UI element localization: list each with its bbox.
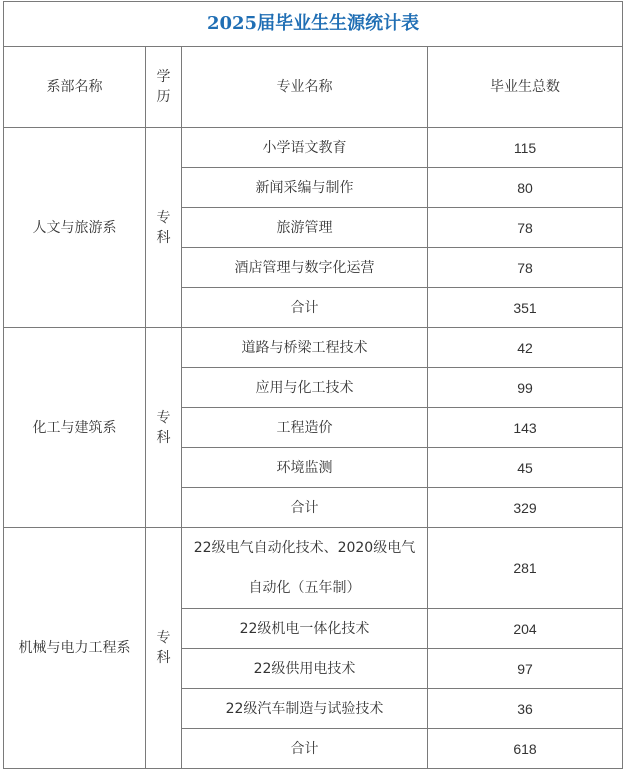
education-char: 专 — [156, 630, 171, 646]
subtotal-count: 351 — [428, 288, 623, 328]
subtotal-label: 合计 — [182, 488, 428, 528]
count-cell: 97 — [428, 649, 623, 689]
count-cell: 281 — [428, 528, 623, 609]
major-cell: 22级供用电技术 — [182, 649, 428, 689]
count-cell: 204 — [428, 609, 623, 649]
count-cell: 45 — [428, 448, 623, 488]
subtotal-label: 合计 — [182, 729, 428, 769]
major-cell: 小学语文教育 — [182, 128, 428, 168]
education-char: 科 — [156, 429, 171, 446]
count-cell: 42 — [428, 328, 623, 368]
major-cell: 22级汽车制造与试验技术 — [182, 689, 428, 729]
table-row — [4, 328, 623, 368]
count-cell: 99 — [428, 368, 623, 408]
header-major: 专业名称 — [182, 47, 428, 128]
education-cell — [146, 128, 182, 328]
major-cell: 新闻采编与制作 — [182, 168, 428, 208]
major-cell: 工程造价 — [182, 408, 428, 448]
major-cell: 环境监测 — [182, 448, 428, 488]
education-cell — [146, 528, 182, 769]
subtotal-label: 合计 — [182, 288, 428, 328]
subtotal-count: 329 — [428, 488, 623, 528]
table-row — [4, 128, 623, 168]
department-cell: 人文与旅游系 — [4, 128, 146, 328]
major-cell: 酒店管理与数字化运营 — [182, 248, 428, 288]
header-department: 系部名称 — [4, 47, 146, 128]
education-char: 科 — [156, 229, 171, 246]
major-cell: 应用与化工技术 — [182, 368, 428, 408]
education-cell — [146, 328, 182, 528]
graduate-source-table — [3, 1, 623, 769]
header-row — [4, 47, 623, 128]
header-education-char: 学 — [156, 69, 171, 85]
education-char: 科 — [156, 650, 171, 666]
table-title: 2025届毕业生生源统计表 — [4, 2, 623, 47]
major-cell: 道路与桥梁工程技术 — [182, 328, 428, 368]
count-cell: 78 — [428, 208, 623, 248]
table-row — [4, 528, 623, 609]
subtotal-count: 618 — [428, 729, 623, 769]
count-cell: 115 — [428, 128, 623, 168]
count-cell: 80 — [428, 168, 623, 208]
major-cell: 旅游管理 — [182, 208, 428, 248]
department-cell: 化工与建筑系 — [4, 328, 146, 528]
department-cell — [4, 528, 146, 769]
department-label: 机械与电力工程系 — [18, 640, 131, 656]
major-cell: 22级机电一体化技术 — [182, 609, 428, 649]
header-education — [146, 47, 182, 128]
header-graduates: 毕业生总数 — [428, 47, 623, 128]
header-education-char: 历 — [156, 89, 171, 105]
major-cell: 22级电气自动化技术、2020级电气自动化（五年制） — [182, 528, 428, 609]
count-cell: 78 — [428, 248, 623, 288]
education-char: 专 — [156, 409, 171, 426]
count-cell: 143 — [428, 408, 623, 448]
education-char: 专 — [156, 209, 171, 226]
count-cell: 36 — [428, 689, 623, 729]
